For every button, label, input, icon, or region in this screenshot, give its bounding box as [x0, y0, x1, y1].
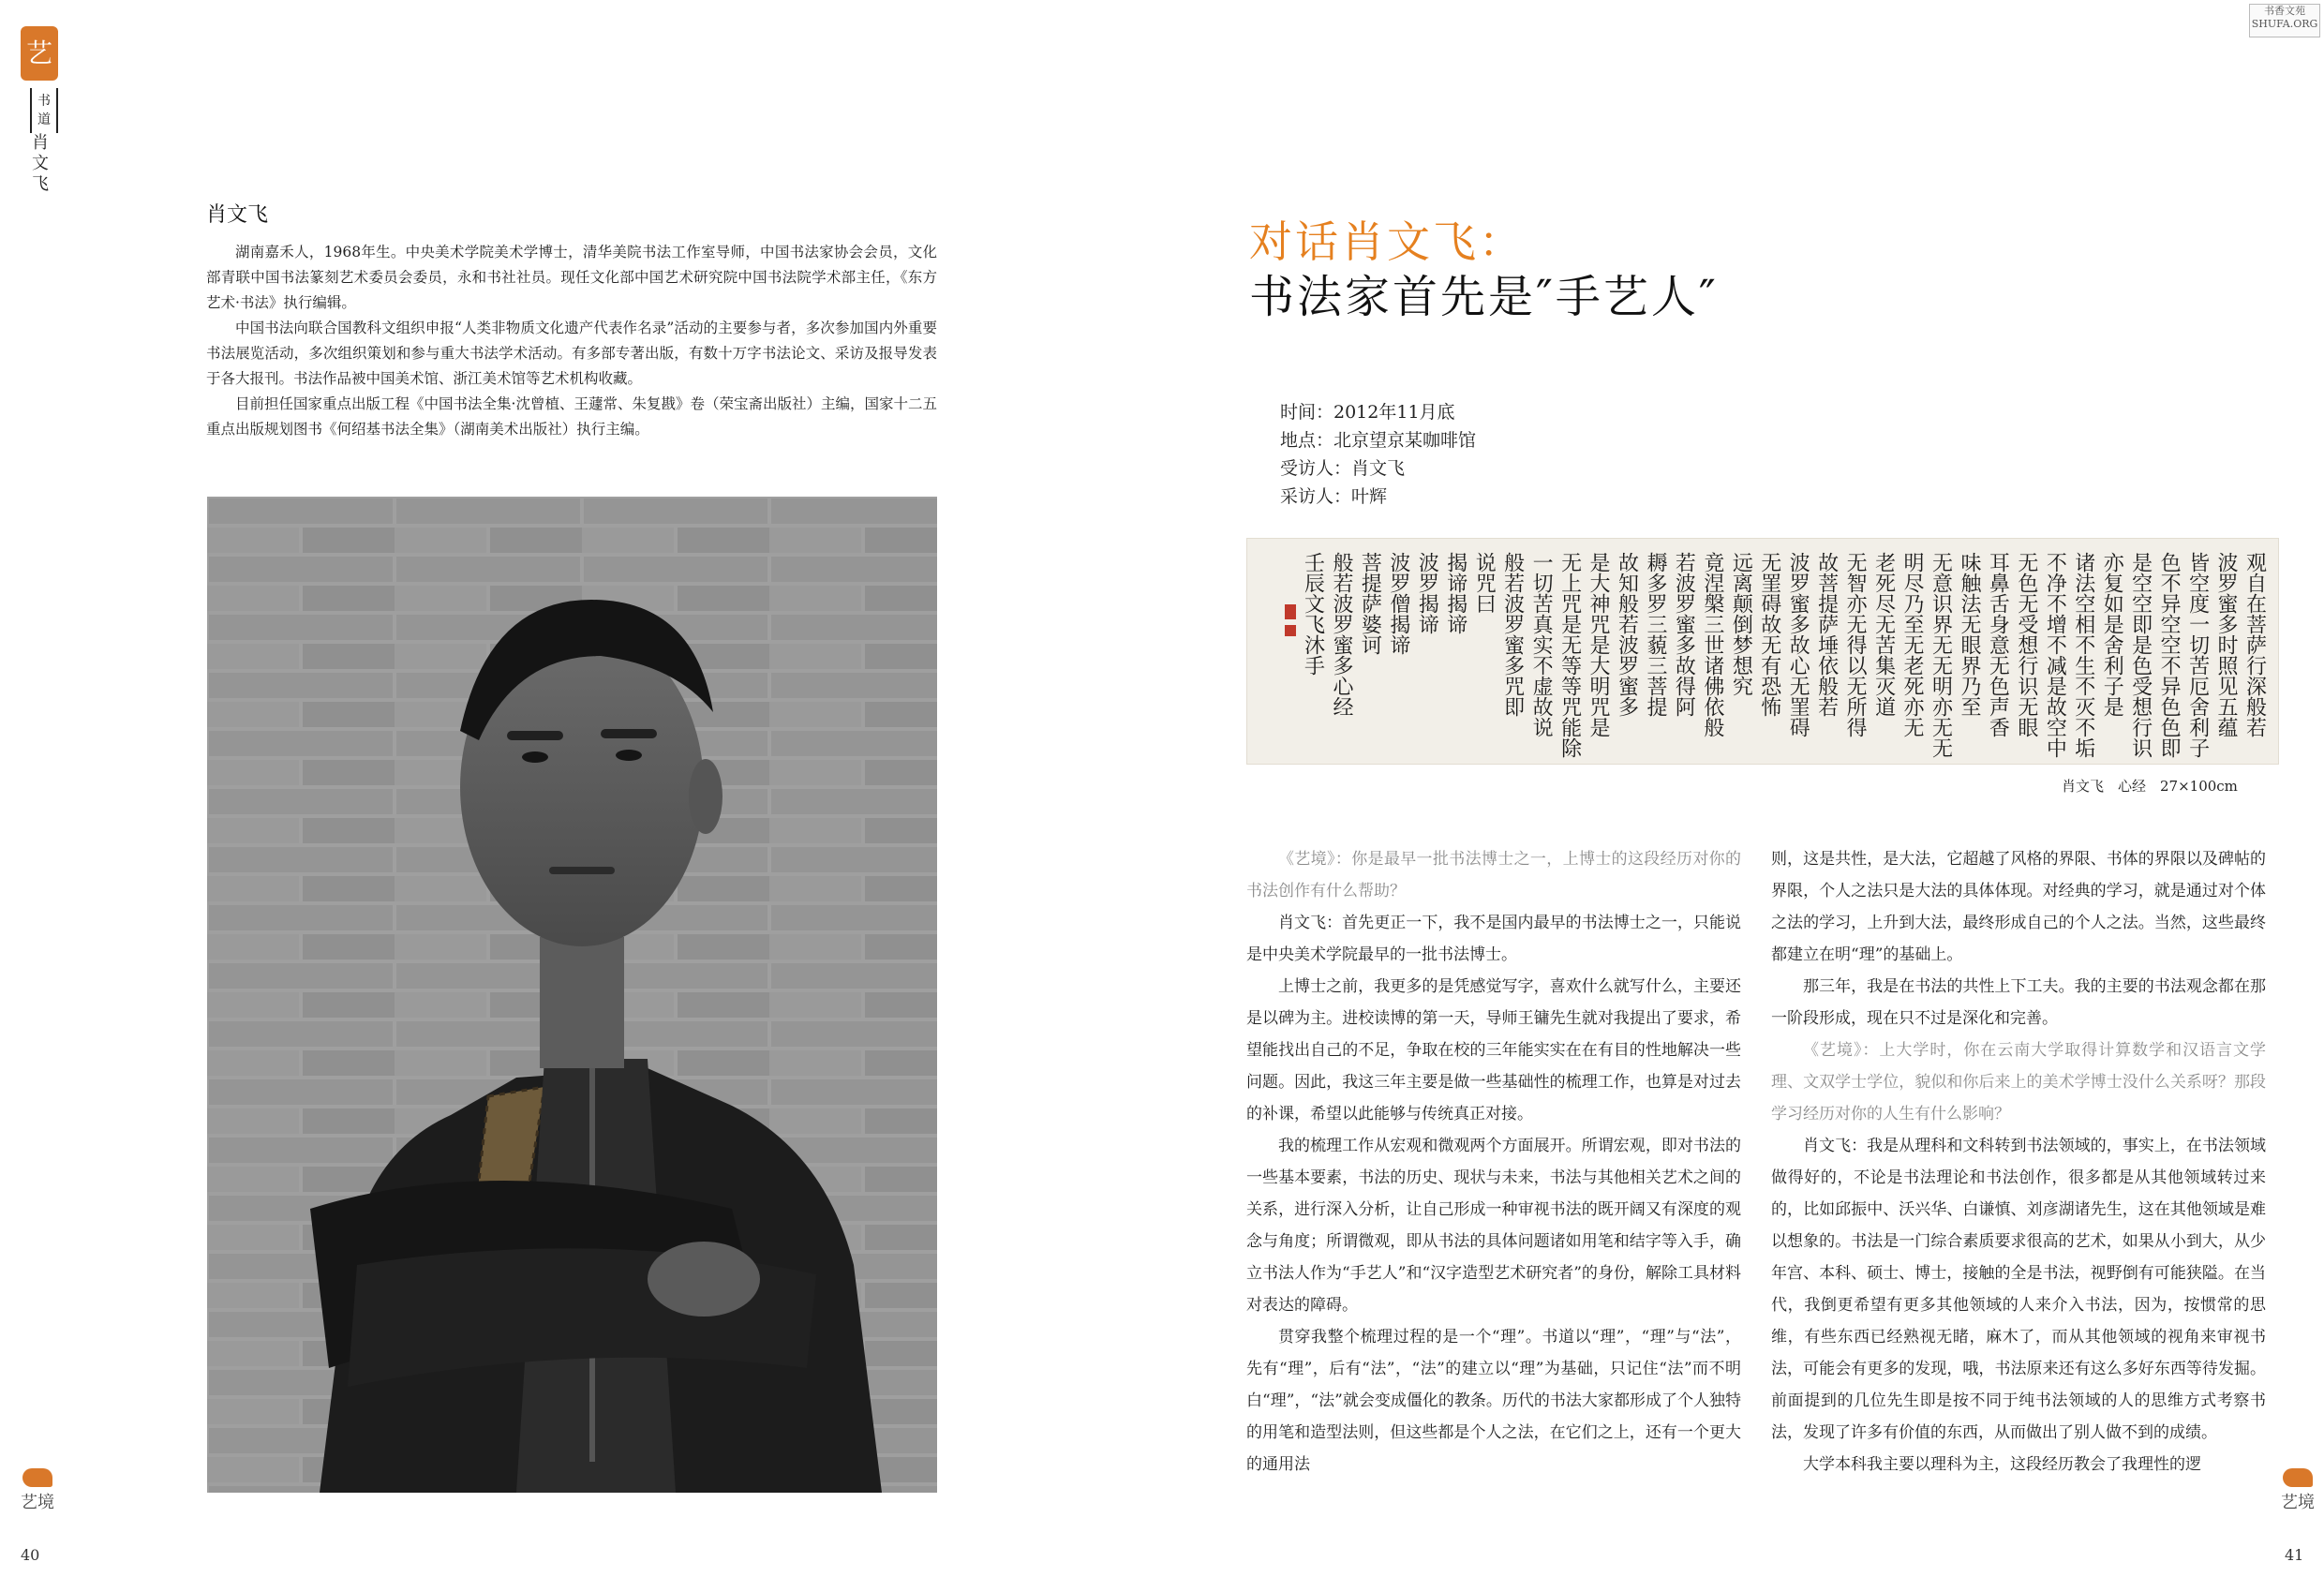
magazine-logo — [21, 26, 60, 195]
logo-seal: 艺 — [21, 26, 58, 81]
calligraphy-column: 皆空度一切苦厄舍利子 — [2185, 552, 2210, 758]
watermark-bottom-line: SHUFA.ORG — [2251, 18, 2318, 30]
calligraphy-column: 味触法无眼界乃至 — [1957, 552, 1981, 717]
calligraphy-column: 波罗蜜多故心无罣碍 — [1786, 552, 1810, 737]
logo-section-label: 书道 — [30, 88, 58, 133]
interview-answer: 那三年，我是在书法的共性上下工夫。我的主要的书法观念都在那一阶段形成，现在只不过是深化和完善。 — [1771, 977, 2266, 1028]
interview-answer-continued: 则，这是共性，是大法，它超越了风格的界限、书体的界限以及碑帖的界限，个人之法只是大法的具体体现。对经典的学习，就是通过对个体之法的学习，上升到大法，最终形成自己的个人之法。当然，这些最终都建立在明“理”的基础上。 — [1771, 850, 2266, 964]
interview-answer: 我的梳理工作从宏观和微观两个方面展开。所谓宏观，即对书法的一些基本要素，书法的历史、现状与未来，书法与其他相关艺术之间的关系，进行深入分析，让自己形成一种审视书法的既开阔又有深度的观念与角度；所谓微观，即从书法的具体问题诸如用笔和结字等入手，确立书法人作为“手艺人”和“汉字造型艺术研究者”的身份，解除工具材料对表达的障碍。 — [1246, 1137, 1741, 1315]
interview-answer: 贯穿我整个梳理过程的是一个“理”。书道以“理”，“理”与“法”，先有“理”，后有“法”，“法”的建立以“理”为基础，只记住“法”而不明白“理”，“法”就会变成僵化的教条。历代的书法大家都形成了个人独特的用笔和造型法则，但这些都是个人之法，在它们之上，还有一个更大的通用法 — [1246, 1328, 1741, 1474]
calligraphy-column: 一切苦真实不虚故说 — [1529, 552, 1554, 737]
interview-meta — [1280, 398, 1476, 511]
calligraphy-column: 远离颠倒梦想究 — [1729, 552, 1753, 696]
meta-interviewer: 采访人：叶辉 — [1280, 486, 1388, 507]
calligraphy-caption: 肖文飞 心经 27×100cm — [2062, 778, 2238, 795]
calligraphy-column: 般若波罗蜜多心经 — [1329, 552, 1353, 717]
portrait-illustration — [207, 497, 937, 1493]
article-title-line1: 对话肖文飞： — [1249, 216, 1525, 267]
interview-answer: 大学本科我主要以理科为主，这段经历教会了我理性的逻 — [1803, 1455, 2201, 1474]
interview-question: 《艺境》：上大学时，你在云南大学取得计算数学和汉语言文学理、文双学士学位，貌似和你后来上的美术学博士没什么关系呀？那段学习经历对你的人生有什么影响？ — [1771, 1041, 2266, 1123]
article-title-line2: 书法家首先是″手艺人″ — [1249, 271, 1719, 323]
portrait-photo — [207, 497, 937, 1493]
calligraphy-column: 故菩提萨埵依般若 — [1814, 552, 1839, 717]
meta-time: 时间：2012年11月底 — [1280, 402, 1455, 423]
interview-answer: 肖文飞：我是从理科和文科转到书法领域的，事实上，在书法领域做得好的，不论是书法理论和书法创作，很多都是从其他领域转过来的，比如邱振中、沃兴华、白谦慎、刘彦湖诸先生，这在其他领域是难以想象的。书法是一门综合素质要求很高的艺术，如果从小到大，从少年宫、本科、硕士、博士，接触的全是书法，视野倒有可能狭隘。在当代，我倒更希望有更多其他领域的人来介入书法，因为，按惯常的思维，有些东西已经熟视无睹，麻木了，而从其他领域的视角来审视书法，可能会有更多的发现，哦，书法原来还有这么多好东西等待发掘。前面提到的几位先生即是按不同于纯书法领域的人的思维方式考察书法，发现了许多有价值的东西，从而做出了别人做不到的成绩。 — [1771, 1137, 2266, 1442]
calligraphy-column: 菩提萨婆诃 — [1358, 552, 1382, 655]
page-number-right: 41 — [2285, 1546, 2304, 1564]
cloud-ornament-icon — [2283, 1468, 2313, 1487]
calligraphy-column: 老死尽无苦集灭道 — [1871, 552, 1896, 717]
calligraphy-column: 故知般若波罗蜜多 — [1615, 552, 1639, 717]
calligraphy-column: 说咒曰 — [1472, 552, 1497, 614]
calligraphy-scroll — [1247, 539, 2278, 764]
calligraphy-column: 诸法空相不生不灭不垢 — [2071, 552, 2095, 758]
interview-answer: 上博士之前，我更多的是凭感觉写字，喜欢什么就写什么，主要还是以碑为主。进校读博的第一天，导师王镛先生就对我提出了要求，希望能找出自己的不足，争取在校的三年能实实在在有目的性地解决一些问题。因此，我这三年主要是做一些基础性的梳理工作，也算是对过去的补课，希望以此能够与传统真正对接。 — [1246, 977, 1741, 1123]
bio-paragraph: 目前担任国家重点出版工程《中国书法全集·沈曾植、王蘧常、朱复戡》卷（荣宝斋出版社）主编，国家十二五重点出版规划图书《何绍基书法全集》（湖南美术出版社）执行主编。 — [206, 395, 937, 438]
calligraphy-column: 竟涅槃三世诸佛依般 — [1700, 552, 1724, 737]
calligraphy-column: 是大神咒是大明咒是 — [1587, 552, 1611, 737]
calligraphy-column: 无意识界无无明亦无无 — [1929, 552, 1953, 758]
bio-name: 肖文飞 — [206, 203, 269, 227]
calligraphy-column: 若波罗蜜多故得阿 — [1672, 552, 1696, 717]
calligraphy-column: 不净不增不减是故空中 — [2043, 552, 2067, 758]
logo-name-label: 肖文飞 — [32, 133, 49, 194]
calligraphy-column: 观自在菩萨行深般若 — [2242, 552, 2267, 737]
calligraphy-column: 无色无受想行识无眼 — [2014, 552, 2038, 737]
bio-text — [206, 240, 937, 442]
meta-interviewee: 受访人：肖文飞 — [1280, 458, 1406, 479]
calligraphy-column: 无上咒是无等等咒能除 — [1557, 552, 1582, 758]
bio-paragraph: 湖南嘉禾人，1968年生。中央美术学院美术学博士，清华美院书法工作室导师，中国书法家协会会员，文化部青联中国书法篆刻艺术委员会委员，永和书社社员。现任文化部中国艺术研究院中国书法院学术部主任，《东方艺术·书法》执行编辑。 — [206, 244, 937, 311]
interview-answer: 肖文飞：首先更正一下，我不是国内最早的书法博士之一，只能说是中央美术学院最早的一批书法博士。 — [1246, 914, 1741, 964]
calligraphy-column: 无智亦无得以无所得 — [1843, 552, 1868, 737]
corner-label-right: 艺境 — [2281, 1493, 2315, 1512]
article-column-1 — [1246, 843, 1741, 1480]
meta-place: 地点：北京望京某咖啡馆 — [1280, 430, 1477, 451]
cloud-ornament-icon — [22, 1468, 52, 1487]
calligraphy-column: 波罗蜜多时照见五蕴 — [2214, 552, 2239, 737]
calligraphy-column: 般若波罗蜜多咒即 — [1500, 552, 1525, 717]
corner-ornament-left — [19, 1468, 56, 1543]
watermark-top-line: 书香文苑 — [2264, 5, 2305, 17]
article-column-2 — [1771, 843, 2266, 1480]
calligraphy-column: 波罗僧揭谛 — [1386, 552, 1410, 655]
page-number-left: 40 — [21, 1546, 40, 1564]
site-watermark — [2249, 4, 2320, 37]
calligraphy-column: 壬辰文飞沐手 — [1301, 552, 1325, 676]
interview-question: 《艺境》：你是最早一批书法博士之一，上博士的这段经历对你的书法创作有什么帮助？ — [1246, 850, 1741, 900]
calligraphy-column: 耳鼻舌身意无色声香 — [1986, 552, 2010, 737]
calligraphy-column: 波罗揭谛 — [1415, 552, 1439, 634]
calligraphy-column: 色不异空空不异色色即 — [2157, 552, 2182, 758]
corner-ornament-right — [2279, 1468, 2317, 1543]
calligraphy-column: 明尽乃至无老死亦无 — [1900, 552, 1925, 737]
bio-paragraph: 中国书法向联合国教科文组织申报“人类非物质文化遗产代表作名录”活动的主要参与者，多次参加国内外重要书法展览活动，多次组织策划和参与重大书法学术活动。有多部专著出版，有数十万字书法论文、采访及报导发表于各大报刊。书法作品被中国美术馆、浙江美术馆等艺术机构收藏。 — [206, 320, 937, 387]
calligraphy-artwork — [1246, 538, 2279, 765]
calligraphy-column: 无罣碍故无有恐怖 — [1757, 552, 1781, 717]
seal-stamp-icon — [1285, 604, 1296, 619]
corner-label-left: 艺境 — [21, 1493, 54, 1512]
calligraphy-column: 揭谛揭谛 — [1443, 552, 1467, 634]
calligraphy-column: 是空空即是色受想行识 — [2128, 552, 2153, 758]
calligraphy-column: 亦复如是舍利子是 — [2100, 552, 2124, 717]
calligraphy-column: 耨多罗三藐三菩提 — [1643, 552, 1667, 717]
seal-stamp-icon — [1285, 625, 1296, 636]
